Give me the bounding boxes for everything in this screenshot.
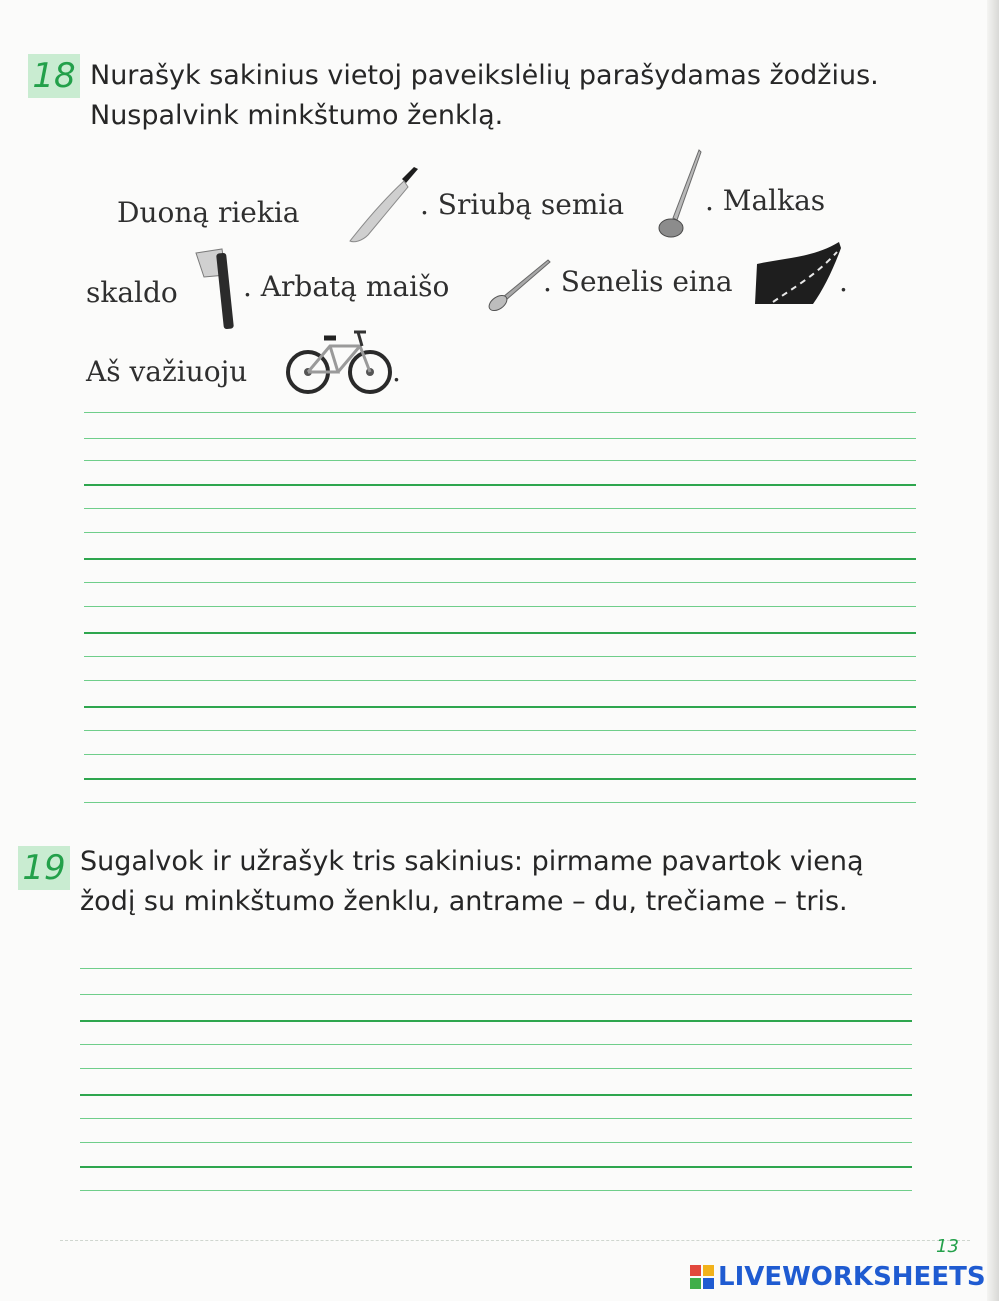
sentence-5-text: . Arbatą maišo [243,270,450,303]
task-18-number: 18 [28,54,80,98]
ladle-icon [655,148,707,242]
sentence-8-text: Aš važiuoju [86,355,248,388]
sentence-7-text: . [839,265,848,298]
sentence-3-text: . Malkas [705,184,826,217]
axe-icon [192,247,244,331]
task-19-number: 19 [18,846,70,890]
task-19-writing-lines[interactable] [80,968,912,1198]
page-number: 13 [936,1236,959,1257]
task-18-instruction: Nurašyk sakinius vietoj paveikslėlių parašydamas žodžius. Nuspalvink minkštumo ženklą. [90,60,879,131]
road-icon [753,240,845,306]
liveworksheets-logo-icon [690,1265,714,1289]
sentence-9-text: . [392,355,401,388]
page-edge-shadow [987,0,999,1301]
task-18-writing-lines[interactable] [84,412,916,812]
liveworksheets-watermark [690,1262,986,1292]
sentence-2-text: . Sriubą semia [420,188,625,221]
task-19-instruction: Sugalvok ir užrašyk tris sakinius: pirmame pavartok vieną žodį su minkštumo ženklu, antrame – du, trečiame – tris. [80,846,864,917]
sentence-1-text: Duoną riekia [117,196,300,229]
sentence-6-text: . Senelis eina [543,265,733,298]
brand-text: LIVEWORKSHEETS [718,1262,986,1292]
knife-icon [348,165,424,245]
sentence-4-text: skaldo [86,276,178,309]
footer-divider [60,1240,970,1241]
bicycle-icon [284,322,396,396]
